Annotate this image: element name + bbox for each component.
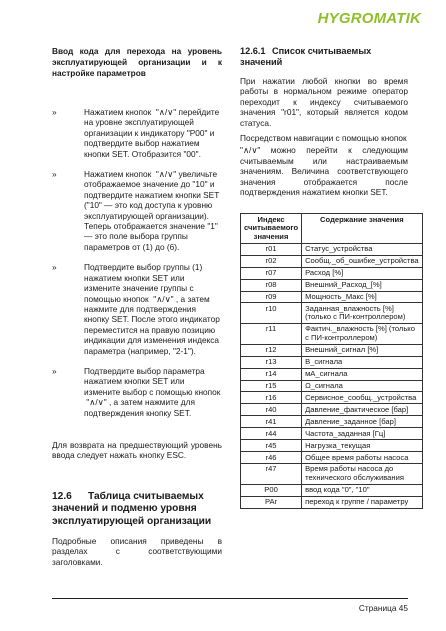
value-content-cell: Мощность_Макс [%]: [302, 291, 423, 303]
list-item-text: Нажатием кнопок "∧/∨" перейдите на уровне эксплуатирующей организации к индикатору "P00" и подтвердите выбор нажатием кнопки SET. Отобразится "00".: [84, 107, 220, 159]
value-content-cell: Ω_сигнала: [302, 380, 423, 392]
value-index-cell: r09: [241, 291, 302, 303]
value-content-cell: B_сигнала: [302, 356, 423, 368]
value-content-cell: Давление_фактическое [бар]: [302, 404, 423, 416]
value-index-cell: r40: [241, 404, 302, 416]
value-index-cell: r14: [241, 368, 302, 380]
bullet-icon: »: [52, 365, 57, 376]
value-index-cell: P00: [241, 484, 302, 496]
value-index-cell: r13: [241, 356, 302, 368]
column-header-content: Содержание значения: [302, 214, 423, 243]
value-content-cell: Нагрузка_текущая: [302, 440, 423, 452]
value-content-cell: Внешний_Расход_[%]: [302, 279, 423, 291]
section-heading-12-6: [52, 491, 222, 528]
list-item: [52, 262, 222, 356]
value-index-cell: r07: [241, 267, 302, 279]
value-index-cell: r15: [241, 380, 302, 392]
value-content-cell: Заданная_влажность [%] (только с ПИ-контроллером): [302, 303, 423, 324]
list-item-text: Подтвердите выбор параметра нажатием кнопки SET или измените выбор с помощью кнопок "∧/∨" , а затем нажмите для подтверждения кнопку SET.: [84, 365, 221, 418]
code-entry-heading: Ввод кода для перехода на уровень эксплуатирующей организации и к настройке параметров: [52, 46, 222, 78]
table-row: [241, 303, 423, 324]
table-body: [241, 243, 423, 508]
table-row: [241, 267, 423, 279]
table-row: [241, 356, 423, 368]
value-index-cell: r10: [241, 303, 302, 324]
table-row: [241, 279, 423, 291]
table-row: [241, 291, 423, 303]
value-index-cell: r16: [241, 392, 302, 404]
table-row: [241, 255, 423, 267]
table-row: [241, 392, 423, 404]
subsection-title: Список считываемых значений: [240, 46, 372, 67]
bullet-icon: »: [52, 169, 57, 180]
table-row: [241, 440, 423, 452]
bullet-icon: »: [52, 107, 57, 117]
value-index-cell: r02: [241, 255, 302, 267]
table-row: [241, 484, 423, 496]
right-column: [240, 46, 419, 509]
value-index-cell: PAr: [241, 496, 302, 508]
value-content-cell: Давление_заданное [бар]: [302, 416, 423, 428]
section-description: Подробные описания приведены в разделах с соответствующими заголовками.: [52, 536, 222, 567]
section-title: Таблица считываемых значений и подменю уровня эксплуатирующей организации: [52, 490, 212, 527]
list-item: [52, 169, 222, 252]
table-row: [241, 404, 423, 416]
table-row: [241, 344, 423, 356]
value-content-cell: Внешний_сигнал [%]: [302, 344, 423, 356]
page-number: Страница 45: [358, 603, 408, 613]
table-row: [241, 496, 423, 508]
table-row: [241, 416, 423, 428]
read-values-table: [240, 213, 423, 508]
value-index-cell: r46: [241, 452, 302, 464]
bullet-icon: »: [52, 262, 57, 273]
value-content-cell: Сервисное_сообщ._устройства: [302, 392, 423, 404]
value-index-cell: r44: [241, 428, 302, 440]
value-index-cell: r01: [241, 243, 302, 255]
confirmation-paragraph: "∧/∨" можно перейти к следующим считываемым или настраиваемым значениям. Величина соответствующего значения отображается после подтверждения нажатием кнопки SET.: [240, 145, 408, 198]
value-index-cell: r08: [241, 279, 302, 291]
value-index-cell: r12: [241, 344, 302, 356]
value-content-cell: ввод кода "0", "10": [302, 484, 423, 496]
list-item: [52, 366, 222, 418]
value-content-cell: Время работы насоса до технического обслуживания: [302, 464, 423, 485]
value-content-cell: Сообщ._об_ошибке_устройства: [302, 255, 423, 267]
value-content-cell: Статус_устройства: [302, 243, 423, 255]
footer-divider: [52, 598, 408, 599]
table-row: [241, 464, 423, 485]
value-index-cell: r11: [241, 324, 302, 345]
list-item: [52, 107, 222, 159]
list-item-text: Нажатием кнопок "∧/∨" увеличьте отображаемое значение до "10" и подтвердите нажатием кнопки SET ("10" — это код доступа к уровню эксплуатирующей организации). Теперь отображается значение "1" — это поле выбора группы параметров от (1) до (6).: [84, 169, 220, 252]
table-row: [241, 452, 423, 464]
left-column: [52, 46, 222, 567]
value-content-cell: мА_сигнала: [302, 368, 423, 380]
table-header-row: [241, 214, 423, 243]
column-header-index: Индекс считываемого значения: [241, 214, 302, 243]
value-index-cell: r47: [241, 464, 302, 485]
value-content-cell: Фактич._влажность [%] (только с ПИ-контроллером): [302, 324, 423, 345]
logo: HYGROMATIK: [317, 10, 421, 27]
navigation-paragraph: Посредством навигации с помощью кнопок: [240, 133, 407, 144]
table-row: [241, 380, 423, 392]
value-content-cell: Частота_заданная [Гц]: [302, 428, 423, 440]
section-number: 12.6: [52, 490, 72, 502]
table-row: [241, 428, 423, 440]
value-index-cell: r45: [241, 440, 302, 452]
table-row: [241, 368, 423, 380]
section-heading-12-6-1: [240, 46, 408, 68]
value-content-cell: Общее время работы насоса: [302, 452, 423, 464]
value-content-cell: переход к группе / параметру: [302, 496, 423, 508]
return-instruction: Для возврата на предшествующий уровень ввода следует нажать кнопку ESC.: [52, 439, 222, 461]
table-row: [241, 243, 423, 255]
value-index-cell: r41: [241, 416, 302, 428]
intro-paragraph: При нажатии любой кнопки во время работы в нормальном режиме оператор переходит к индексу считываемого значения "r01", который является кодом статуса.: [240, 76, 408, 128]
subsection-number: 12.6.1: [240, 46, 266, 56]
table-row: [241, 324, 423, 345]
instruction-list: [52, 107, 222, 418]
list-item-text: Подтвердите выбор группы (1) нажатием кнопки SET или измените значение группы с помощью кнопок "∧/∨" , а затем нажмите для подтверждения кнопку SET. После этого индикатор переместится на правую позицию индикации для изменения индекса параметра (например, "2-1").: [84, 262, 220, 356]
value-content-cell: Расход [%]: [302, 267, 423, 279]
